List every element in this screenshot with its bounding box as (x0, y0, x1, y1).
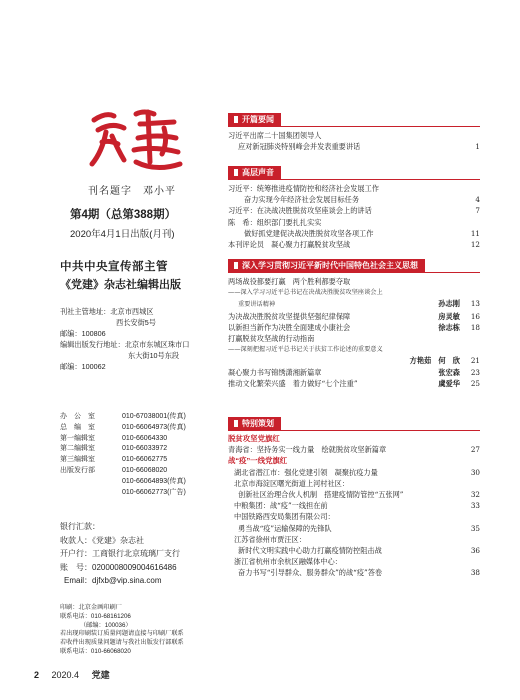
toc-entry[interactable]: 湖北省潜江市：强化党建引领 凝聚抗疫力量 30 (234, 467, 480, 477)
printing-line: 印刷：北京金画印刷厂 (60, 604, 122, 611)
section-header-top-voices (228, 166, 480, 179)
issue-number: 第4期（总第388期） (70, 209, 177, 221)
toc-entry[interactable]: 新时代文明实践中心助力打赢疫情防控阻击战 36 (238, 546, 480, 556)
printing-line: 若收件出现质量问题请与我社出版发行部联系 (60, 639, 184, 647)
contact-row: 第一编辑室 010-66064330 (60, 434, 168, 442)
publisher: 《党建》杂志社编辑出版 (60, 279, 181, 291)
toc-entry[interactable]: 青海省：坚持务实一线力量 绘就脱贫攻坚新篇章 27 (228, 445, 480, 455)
bank-title: 银行汇款： (60, 522, 100, 531)
toc-entry[interactable]: 北京市海淀区曙光街道上河村社区： (234, 478, 350, 488)
contact-list (60, 412, 186, 498)
address-block (60, 306, 189, 372)
address-line: 编辑出版发行地址：北京市东城区珠市口 (60, 340, 190, 349)
toc-entry[interactable]: 勇当战“疫”运输保障的先锋队 35 (238, 523, 480, 533)
toc-entry[interactable]: 打赢脱贫攻坚战的行动指南 (228, 334, 315, 344)
toc-entry[interactable]: 两场战役都要打赢 两个胜利都要夺取 (228, 277, 351, 286)
address-line: 刊社主管地址：北京市西城区 (60, 307, 154, 316)
toc-entry[interactable]: 习近平出席二十国集团领导人 (228, 131, 322, 140)
toc-top-voices (228, 183, 480, 250)
footer-journal-name: 党建 (91, 670, 110, 680)
toc-entry[interactable]: 创新社区治理合伙人机制 搭建疫情防管控“五张网” 32 (238, 490, 480, 500)
section-header-special-feature (228, 417, 480, 430)
toc-entry[interactable]: 以新担当新作为决胜全面建成小康社会 徐志栋 18 (228, 322, 480, 332)
printing-info (60, 604, 184, 657)
page-footer (34, 668, 120, 681)
toc-special-feature (228, 433, 480, 579)
bank-account: 账 号：0200008009004616486 (60, 562, 177, 572)
toc-study-thought (228, 276, 480, 389)
toc-entry[interactable]: 为决战决胜脱贫攻坚提供坚强纪律保障 房灵敏 16 (228, 311, 480, 321)
address-line: 邮编：100806 (60, 329, 106, 338)
section-header-opening-news (228, 113, 480, 126)
address-line: 邮编：100062 (60, 362, 106, 371)
section-title: 开篇要闻 (228, 113, 281, 126)
contact-row: 总 编 室 010-66064973(传真) (60, 423, 186, 431)
footer-date: 2020.4 (51, 670, 80, 680)
toc-entry-subtitle[interactable]: ——深入学习习近平总书记在决战决胜脱贫攻坚座谈会上 (228, 289, 383, 297)
toc-entry[interactable]: 应对新冠肺炎特别峰会并发表重要讲话 1 (238, 142, 480, 152)
address-line: 东大街10号东段 (128, 351, 180, 360)
contact-row: 出版发行部 010-66068020 (60, 466, 168, 474)
toc-entry[interactable]: 浙江省杭州市余杭区融媒体中心： (234, 557, 342, 567)
toc-entry[interactable]: 凝心聚力书写锦绣潇湘新篇章 张宏森 23 (228, 367, 480, 377)
toc-entry-subtitle[interactable]: ——深刻把握习近平总书记关于扶贫工作论述的重要意义 (228, 346, 383, 354)
contact-row: 010-66064893(传真) (122, 477, 186, 485)
supervising-authority: 中共中央宣传部主管 (60, 261, 168, 273)
toc-entry[interactable]: 中国铁路西安局集团有限公司： (234, 512, 335, 522)
toc-subheading: 战“疫”一线党旗红 (228, 456, 288, 466)
toc-entry[interactable]: 奋力书写“引导群众、服务群众”的战“疫”答卷 38 (238, 568, 480, 578)
section-title: 特别策划 (228, 417, 281, 430)
toc-entry[interactable]: 习近平：统筹推进疫情防控和经济社会发展工作 (228, 184, 379, 193)
bank-payee: 收款人：《党建》杂志社 (60, 535, 144, 545)
contact-row: 办 公 室 010-67038001(传真) (60, 413, 186, 420)
bank-branch: 开户行：工商银行北京琉璃厂支行 (60, 549, 180, 558)
section-header-study-thought (228, 259, 480, 272)
printing-line: （邮编：100036） (80, 621, 132, 629)
contact-row: 第二编辑室 010-66033972 (60, 445, 168, 453)
page-number: 2 (34, 670, 40, 680)
toc-entry[interactable]: 本刊评论员 凝心聚力打赢脱贫攻坚战 12 (228, 240, 480, 250)
toc-subheading: 脱贫攻坚党旗红 (228, 434, 280, 443)
section-title: 高层声音 (228, 166, 281, 179)
toc-entry[interactable]: 陈 希：组织部门要扎扎实实 (228, 217, 322, 227)
toc-entry[interactable]: 中粮集团：战“疫”一线担在前 33 (234, 501, 480, 511)
toc-entry[interactable]: 重要讲话精神 孙志刚 13 (238, 299, 480, 309)
printing-line: 若出现印刷装订质量问题请直接与印刷厂联系 (60, 630, 184, 638)
address-line: 西长安街5号 (116, 318, 156, 327)
toc-opening-news (228, 130, 480, 152)
toc-entry[interactable]: 习近平：在决战决胜脱贫攻坚座谈会上的讲话 7 (228, 206, 480, 216)
toc-entry[interactable]: 江苏省徐州市贾汪区： (234, 534, 306, 544)
toc-entry[interactable]: 奋力实现今年经济社会发展目标任务 4 (244, 195, 480, 205)
printing-line: 联系电话：010-68161206 (60, 612, 131, 620)
logo-caption: 刊名题字 邓小平 (88, 186, 176, 197)
printing-line: 联系电话：010-66068020 (60, 647, 131, 655)
section-title: 深入学习贯彻习近平新时代中国特色社会主义思想 (228, 259, 425, 272)
contact-row: 010-66062773(广告) (122, 488, 186, 496)
publication-date: 2020年4月1日出版(月刊) (70, 229, 175, 240)
toc-entry[interactable]: 方艳茹 何 欣 21 (409, 356, 480, 366)
toc-entry[interactable]: 做好抓党建促决战决胜脱贫攻坚各项工作 11 (244, 228, 480, 238)
party-building-calligraphy-logo (84, 102, 184, 174)
email-link[interactable]: Email：djfxb@vip.sina.com (64, 576, 162, 585)
toc-entry[interactable]: 推动文化繁荣兴盛 着力做好“七个注重” 虞爱华 25 (228, 378, 480, 388)
bank-info (60, 520, 180, 588)
contact-row: 第三编辑室 010-66062775 (60, 456, 168, 464)
